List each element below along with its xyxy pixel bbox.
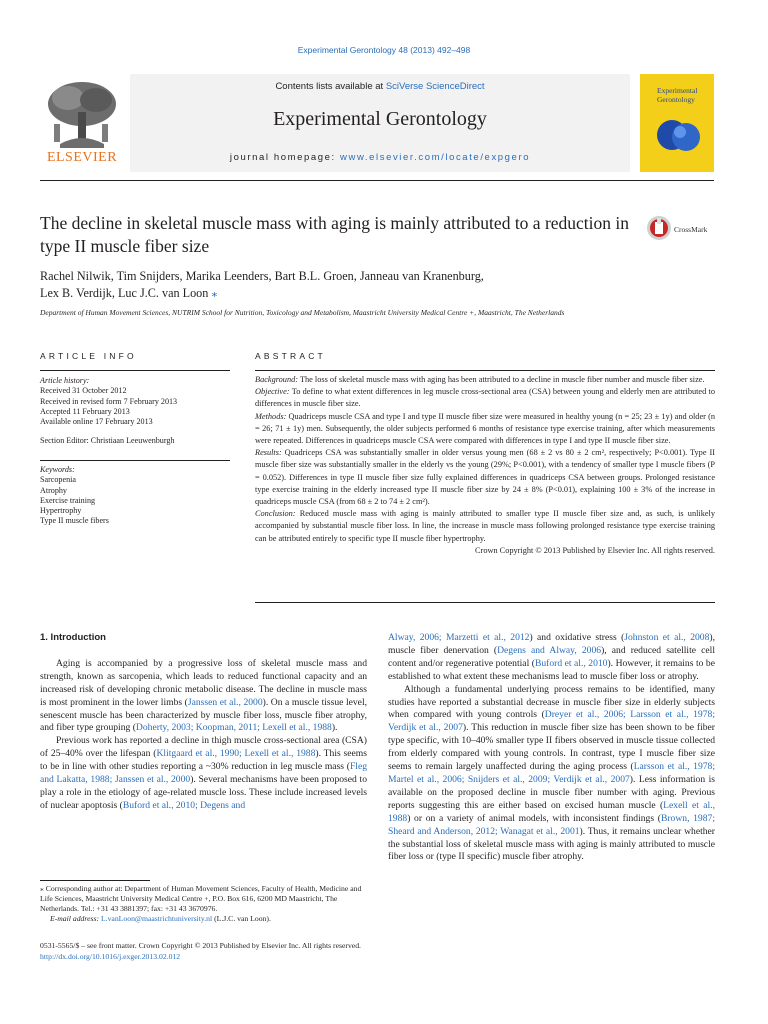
abstract-background: Background: The loss of skeletal muscle mass with aging has been attributed to a decline in muscle fiber number and muscle fiber size. [255,375,705,384]
citation-link[interactable]: Alway, 2006; Marzetti et al., 2012 [388,632,530,643]
homepage-link[interactable]: www.elsevier.com/locate/expgero [340,152,531,163]
journal-citation[interactable]: Experimental Gerontology 48 (2013) 492–498 [297,45,471,55]
affiliation: Department of Human Movement Sciences, NUTRIM School for Nutrition, Toxicology and Metabolism, Maastricht University Medical Centre +, Maastricht, The Netherlands [40,308,565,317]
abstract-rule-top [255,370,715,371]
citation-link[interactable]: Buford et al., 2010; Degens and [122,799,246,811]
citation-link[interactable]: Lexell et al., 1988 [388,799,715,824]
issn-line: 0531-5565/$ – see front matter. Crown Copyright © 2013 Published by Elsevier Inc. All rights reserved. [40,941,361,950]
footnote-rule [40,880,150,881]
paragraph: Aging is accompanied by a progressive loss of skeletal muscle mass and strength, known as sarcopenia, which leads to reduced functional capacity and an increased risk of developing chronic metabolic disease. The decline in muscle mass is most prominent in the lower limbs (Janssen et al., 2000). On a muscle tissue level, senescent muscle has been characterized by muscle fiber loss, muscle fiber atrophy, and fiber type grouping (Doherty, 2003; Koopman, 2011; Lexell et al., 1988). [40,657,368,734]
sciencedirect-link[interactable]: SciVerse ScienceDirect [385,81,485,92]
paragraph: Although a fundamental underlying process remains to be identified, many studies have reported a substantial decrease in muscle fiber size in elderly subjects when compared with young controls (Dreyer et al., 2006; Larsson et al., 1978; Verdijk et al., 2007). This reduction in muscle fiber size has been shown to be fiber type specific, with 10–40% smaller type II fibers observed in muscle tissue collected from elderly compared with young controls. In contrast, type I muscle fiber size seems to remain largely unaffected during the aging process (Larsson et al., 1978; Martel et al., 2006; Snijders et al., 2009; Verdijk et al., 2007). Less information is available on the proposed decline in muscle fiber number with aging. Previous reports suggesting this are either based on excised human muscle (Lexell et al., 1988) or on a variety of animal models, with inconsistent findings (Brown, 1987; Sheard and Anderson, 2012; Wanagat et al., 2001). Thus, it remains unclear whether the substantial loss of skeletal muscle mass with aging is mainly attributed to muscle fiber loss or (type II specific) muscle fiber atrophy. [388,683,715,863]
cover-globe-icon [652,112,702,158]
article-history: Article history: Received 31 October 2012 Received in revised form 7 February 2013 Accepted 11 February 2013 Available online 17 February 2013 Section Editor: Christiaan Leeuwenburgh [40,376,230,447]
elsevier-wordmark: ELSEVIER [46,150,118,165]
abstract-rule-bottom [255,602,715,603]
journal-name: Experimental Gerontology [273,108,487,130]
citation-link[interactable]: Klitgaard et al., 1990; Lexell et al., 1988 [156,748,316,760]
citation-link[interactable]: Dreyer et al., 2006; Larsson et al., 1978; Verdijk et al., 2007 [388,709,715,734]
citation-link[interactable]: Larsson et al., 1978; Martel et al., 2006; Snijders et al., 2009; Verdijk et al., 2007 [388,761,715,785]
journal-homepage: journal homepage: www.elsevier.com/locate/expgero [229,152,531,163]
crossmark-label: CrossMark [674,225,708,234]
citation-link[interactable]: Degens and Alway, 2006 [497,644,602,656]
abstract-body [255,374,715,557]
paragraph: Alway, 2006; Marzetti et al., 2012) and oxidative stress (Johnston et al., 2008), muscle fiber denervation (Degens and Alway, 2006), and reduced satellite cell content and/or regenerative potential (Buford et al., 2010). However, it remains to be established to what extent these mechanisms lead to muscle fiber loss or atrophy. [388,632,715,682]
citation-link[interactable]: Fleg and Lakatta, 1988; Janssen et al., 2000 [40,761,367,786]
citation-link[interactable]: Buford et al., 2010 [534,657,608,669]
body-column-left [40,632,367,813]
corresponding-author-mark[interactable]: ⁎ [211,286,218,300]
crossmark-icon[interactable] [646,214,718,244]
abstract-methods: Methods: Quadriceps muscle CSA and type I and type II muscle fiber size were measured in healthy young (n = 25; 23 ± 1y) and older (n = 26; 71 ± 1y) men. Subsequently, the older subjects performed 6 months of resistance type exercise training, after which measurements were repeated. Differences in quadriceps muscle CSA were compared with differences in type I and type II muscle fiber size. [255,411,715,446]
cover-title: Experimental Gerontology [657,86,698,104]
abstract-copyright: Crown Copyright © 2013 Published by Elsevier Inc. All rights reserved. [475,545,715,555]
doi-link[interactable]: http://dx.doi.org/10.1016/j.exger.2013.02.012 [40,952,181,961]
header-divider [40,180,714,181]
section-editor: Section Editor: Christiaan Leeuwenburgh [40,436,175,446]
abstract-heading: ABSTRACT [255,351,326,361]
email-link[interactable]: L.vanLoon@maastrichtuniversity.nl [100,914,213,923]
citation-link[interactable]: Johnston et al., 2008 [624,632,710,643]
citation-link[interactable]: Janssen et al., 2000 [187,696,263,708]
abstract-conclusion: Conclusion: Reduced muscle mass with aging is mainly attributed to smaller type II muscle fiber size and, as such, is unlikely accompanied by substantial muscle fiber loss. In line, the increase in muscle mass following prolonged resistance type exercise training can be attributed entirely to specific type II muscle fiber hypertrophy. [255,509,715,543]
author-list: Rachel Nilwik, Tim Snijders, Marika Leenders, Bart B.L. Groen, Janneau van Kranenburg, Lex B. Verdijk, Luc J.C. van Loon ⁎ [40,269,484,300]
body-column-right [388,632,715,864]
article-info-rule-top [40,370,230,371]
contents-line: Contents lists available at SciVerse ScienceDirect [275,81,485,92]
keyword-item: Hypertrophy [40,506,82,516]
page-footer [40,940,540,962]
keywords: Keywords: Sarcopenia Atrophy Exercise training Hypertrophy Type II muscle fibers [40,465,230,527]
paragraph: Previous work has reported a decline in thigh muscle cross-sectional area (CSA) of 25–40% over the lifespan (Klitgaard et al., 1990; Lexell et al., 1988). This seems to be in line with other studies reporting a ~30% reduction in leg muscle mass (Fleg and Lakatta, 1988; Janssen et al., 2000). Several mechanisms have been proposed to play a role in the etiology of age-related muscle loss. These include increased levels of nuclear apoptosis (Buford et al., 2010; Degens and [40,735,367,811]
abstract-results: Results: Quadriceps CSA was substantially smaller in older versus young men (68 ± 2 vs 80 ± 2 cm², respectively; P<0.001). Type II muscle fiber size was substantially smaller in the elderly vs the young (29%; P<0.001), with a tendency of smaller type I muscle fibers (P = 0.052). Differences in type II muscle fiber size fully explained differences in quadriceps CSA between groups. Prolonged resistance type exercise training in the elderly increased type II muscle fiber size by 24 ± 8% (P<0.01), explaining 100 ± 3% of the increase in quadriceps muscle CSA (from 68 ± 2 to 74 ± 2 cm²). [255,448,715,507]
article-title: The decline in skeletal muscle mass with aging is mainly attributed to a reduction in type II muscle fiber size [40,213,630,256]
abstract-objective: Objective: To define to what extent differences in leg muscle cross-sectional area (CSA) between young and elderly men are attributed to differences in muscle fiber size. [255,387,715,409]
keyword-item: Atrophy [40,485,67,495]
article-info-rule-mid [40,460,230,461]
section-heading-introduction: 1. Introduction [40,632,106,643]
corresponding-author-footnote: ⁎ Corresponding author at: Department of Human Movement Sciences, Faculty of Health, Medicine and Life Sciences, Maastricht University Medical Centre +, P.O. Box 616, 6200 MD Maastricht, The Netherlands. Tel.: +31 43 3881397; fax: +31 43 3670976. E-mail address: L.vanLoon@maastrichtuniversity.nl (L.J.C. van Loon). [40,884,362,923]
keyword-item: Type II muscle fibers [40,516,109,526]
article-info-heading: ARTICLE INFO [40,351,137,361]
keyword-item: Exercise training [40,495,96,505]
citation-link[interactable]: Doherty, 2003; Koopman, 2011; Lexell et al., 1988 [135,722,332,734]
keyword-item: Sarcopenia [40,475,76,485]
citation-link[interactable]: Brown, 1987; Sheard and Anderson, 2012; Wanagat et al., 2001 [388,812,715,837]
